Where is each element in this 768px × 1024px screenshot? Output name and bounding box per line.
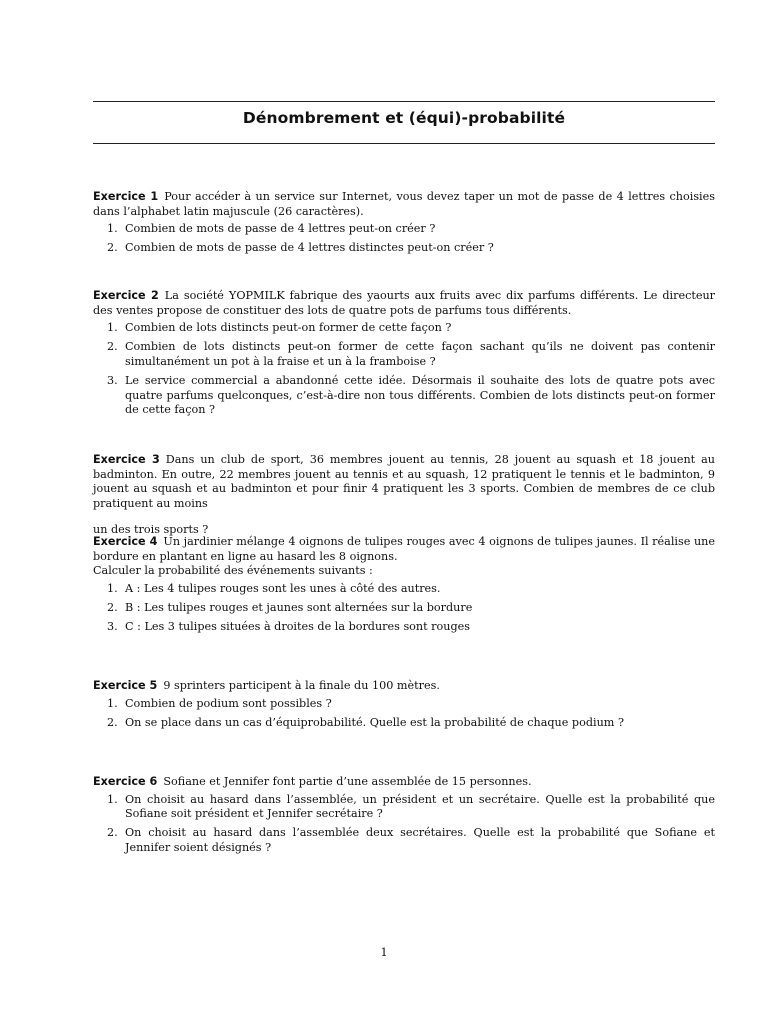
title-rule-top xyxy=(93,101,715,102)
exercise-2-text: La société YOPMILK fabrique des yaourts aux fruits avec dix parfums différents. Le directeur des ventes propose de constituer des lots de quatre pots de parfums tous différents. xyxy=(93,289,716,317)
list-item xyxy=(93,620,715,635)
exercise-2-intro xyxy=(93,289,715,318)
exercise-2-label: Exercice 2 xyxy=(93,289,159,302)
item-text: Combien de lots distincts peut-on former de cette façon sachant qu’ils ne doivent pas contenir simultanément un pot à la fraise et un à la framboise ? xyxy=(125,340,715,368)
list-item xyxy=(93,374,715,418)
item-number: 2. xyxy=(107,826,118,840)
exercise-6 xyxy=(93,775,715,860)
item-text: Combien de mots de passe de 4 lettres peut-on créer ? xyxy=(125,222,436,236)
exercise-1 xyxy=(93,190,715,260)
item-text: Combien de mots de passe de 4 lettres distinctes peut-on créer ? xyxy=(125,241,494,255)
exercise-6-intro xyxy=(93,775,715,790)
page-number: 1 xyxy=(380,946,388,959)
list-item xyxy=(93,697,715,712)
item-text: A : Les 4 tulipes rouges sont les unes à côté des autres. xyxy=(125,581,441,595)
list-item xyxy=(93,340,715,369)
item-text: C : Les 3 tulipes situées à droites de la bordures sont rouges xyxy=(125,619,470,633)
list-item xyxy=(93,321,715,336)
exercise-3-text: Dans un club de sport, 36 membres jouent au tennis, 28 jouent au squash et 18 jouent au badminton. En outre, 22 membres jouent au tennis et au squash, 12 pratiquent le tennis et le badminton, 9 jouent au squash et au badminton et pour finir 4 pratiquent les 3 sports. Combien de membres de ce club pratiquent au moins xyxy=(93,453,716,510)
list-item xyxy=(93,826,715,855)
exercise-5-questions xyxy=(93,697,715,731)
item-number: 1. xyxy=(107,792,118,806)
exercise-5-text: 9 sprinters participent à la finale du 100 mètres. xyxy=(163,679,440,692)
exercise-2 xyxy=(93,289,715,422)
exercise-4-instruction: Calculer la probabilité des événements suivants : xyxy=(93,564,373,578)
exercise-5-intro xyxy=(93,679,715,694)
item-text: B : Les tulipes rouges et jaunes sont alternées sur la bordure xyxy=(125,600,473,614)
list-item xyxy=(93,601,715,616)
exercise-3 xyxy=(93,453,715,538)
item-number: 1. xyxy=(107,581,118,595)
item-number: 3. xyxy=(107,619,118,633)
item-number: 2. xyxy=(107,600,118,614)
item-number: 1. xyxy=(107,321,118,335)
item-text: On se place dans un cas d’équiprobabilité. Quelle est la probabilité de chaque podium ? xyxy=(125,715,624,729)
item-text: Combien de podium sont possibles ? xyxy=(125,696,332,710)
item-text: Le service commercial a abandonné cette idée. Désormais il souhaite des lots de quatre pots avec quatre parfums quelconques, c’est-à-dire non tous différents. Combien de lots distincts peut-on former de cette façon ? xyxy=(125,373,715,417)
exercise-2-questions xyxy=(93,321,715,418)
exercise-6-label: Exercice 6 xyxy=(93,775,158,788)
exercise-4-questions xyxy=(93,582,715,635)
item-number: 1. xyxy=(107,696,118,710)
item-text: On choisit au hasard dans l’assemblée, un président et un secrétaire. Quelle est la probabilité que Sofiane soit président et Jennifer secrétaire ? xyxy=(125,792,715,821)
item-text: Combien de lots distincts peut-on former de cette façon ? xyxy=(125,321,452,335)
exercise-4 xyxy=(93,535,715,639)
exercise-3-continuation: un des trois sports ? xyxy=(93,523,209,537)
exercise-4-intro xyxy=(93,535,715,564)
exercise-1-intro xyxy=(93,190,715,219)
item-text: On choisit au hasard dans l’assemblée deux secrétaires. Quelle est la probabilité que Sofiane et Jennifer soient désignés ? xyxy=(125,826,715,854)
exercise-1-label: Exercice 1 xyxy=(93,190,159,203)
item-number: 2. xyxy=(107,241,118,255)
item-number: 2. xyxy=(107,340,118,354)
page-title: Dénombrement et (équi)-probabilité xyxy=(242,109,566,127)
item-number: 2. xyxy=(107,715,118,729)
exercise-3-label: Exercice 3 xyxy=(93,453,160,466)
list-item xyxy=(93,793,715,822)
exercise-1-questions xyxy=(93,222,715,256)
list-item xyxy=(93,222,715,237)
item-number: 3. xyxy=(107,373,118,387)
title-rule-bottom xyxy=(93,143,715,144)
exercise-6-text: Sofiane et Jennifer font partie d’une assemblée de 15 personnes. xyxy=(163,775,532,788)
item-number: 1. xyxy=(107,222,118,236)
exercise-1-text: Pour accéder à un service sur Internet, vous devez taper un mot de passe de 4 lettres choisies dans l’alphabet latin majuscule (26 caractères). xyxy=(93,190,715,218)
list-item xyxy=(93,582,715,597)
exercise-5 xyxy=(93,679,715,735)
exercise-4-label: Exercice 4 xyxy=(93,535,158,548)
list-item xyxy=(93,716,715,731)
exercise-4-text: Un jardinier mélange 4 oignons de tulipes rouges avec 4 oignons de tulipes jaunes. Il réalise une bordure en plantant en ligne au hasard les 8 oignons. xyxy=(93,535,715,563)
exercise-3-intro xyxy=(93,453,715,511)
exercise-5-label: Exercice 5 xyxy=(93,679,158,692)
list-item xyxy=(93,241,715,256)
exercise-6-questions xyxy=(93,793,715,856)
